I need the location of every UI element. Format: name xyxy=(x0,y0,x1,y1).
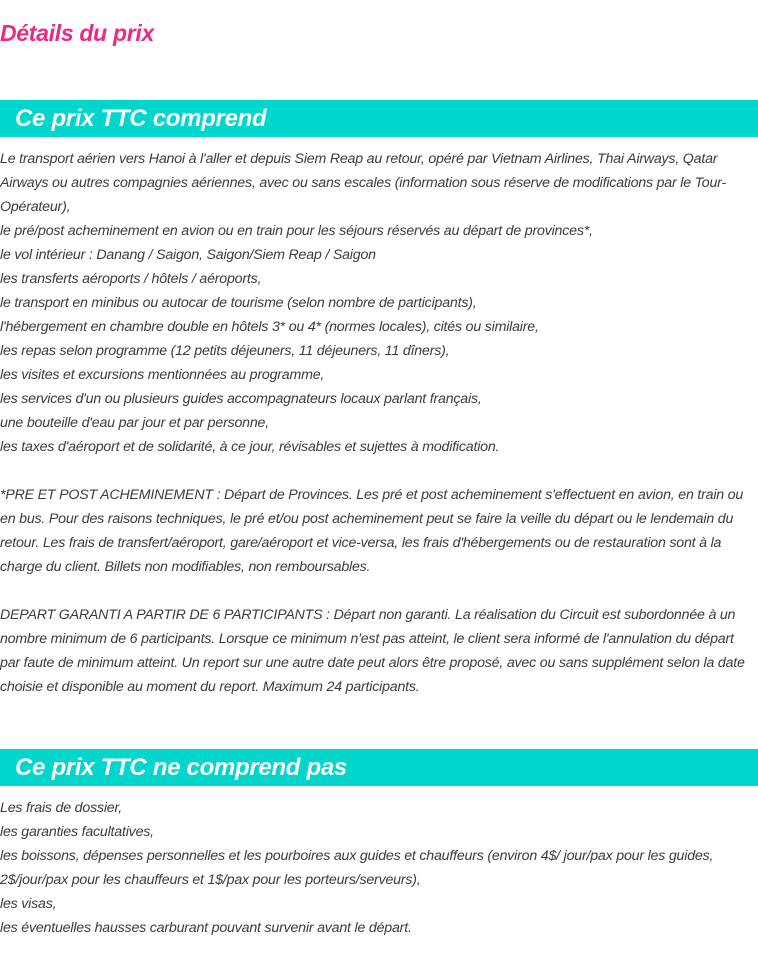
includes-item: l'hébergement en chambre double en hôtels 3* ou 4* (normes locales), cités ou similaire, xyxy=(0,319,539,335)
excludes-item: les boissons, dépenses personnelles et les pourboires aux guides et chauffeurs (environ 4$/ jour/pax pour les guides, 2$/jour/pax pour les chauffeurs et 1$/pax pour les porteurs/serveurs), xyxy=(0,848,714,888)
includes-item: le vol intérieur : Danang / Saigon, Saigon/Siem Reap / Saigon xyxy=(0,247,376,263)
includes-item: Le transport aérien vers Hanoi à l'aller et depuis Siem Reap au retour, opéré par Vietnam Airlines, Thai Airways, Qatar Airways ou autres compagnies aériennes, avec ou sans escales (information sous réserve de modifications par le Tour-Opérateur), xyxy=(0,151,726,215)
includes-item: les visites et excursions mentionnées au programme, xyxy=(0,367,325,383)
includes-item: les services d'un ou plusieurs guides accompagnateurs locaux parlant français, xyxy=(0,391,482,407)
excludes-item: Les frais de dossier, xyxy=(0,800,122,816)
excludes-item: les visas, xyxy=(0,896,57,912)
excludes-item: les garanties facultatives, xyxy=(0,824,154,840)
page-title: Détails du prix xyxy=(0,20,154,46)
excludes-list xyxy=(0,796,756,940)
includes-item: les taxes d'aéroport et de solidarité, à ce jour, révisables et sujettes à modification. xyxy=(0,439,500,455)
includes-list xyxy=(0,147,756,459)
depart-garanti-note xyxy=(0,603,756,699)
includes-item: le pré/post acheminement en avion ou en train pour les séjours réservés au départ de provinces*, xyxy=(0,223,593,239)
excludes-item: les éventuelles hausses carburant pouvant survenir avant le départ. xyxy=(0,920,412,936)
preacheminement-note-text: *PRE ET POST ACHEMINEMENT : Départ de Provinces. Les pré et post acheminement s'effectuent en avion, en train ou en bus. Pour des raisons techniques, le pré et/ou post acheminement peut se faire la veille du départ ou le lendemain du retour. Les frais de transfert/aéroport, gare/aéroport et vice-versa, les frais d'hébergements ou de restauration sont à la charge du client. Billets non modifiables, non remboursables. xyxy=(0,487,744,575)
includes-item: les transferts aéroports / hôtels / aéroports, xyxy=(0,271,262,287)
excludes-heading: Ce prix TTC ne comprend pas xyxy=(0,749,758,786)
depart-garanti-note-text: DEPART GARANTI A PARTIR DE 6 PARTICIPANTS : Départ non garanti. La réalisation du Circuit est subordonnée à un nombre minimum de 6 participants. Lorsque ce minimum n'est pas atteint, le client sera informé de l'annulation du départ par faute de minimum atteint. Un report sur une autre date peut alors être proposé, avec ou sans supplément selon la date choisie et disponible au moment du report. Maximum 24 participants. xyxy=(0,607,745,695)
includes-item: le transport en minibus ou autocar de tourisme (selon nombre de participants), xyxy=(0,295,477,311)
includes-item: une bouteille d'eau par jour et par personne, xyxy=(0,415,269,431)
preacheminement-note xyxy=(0,483,756,579)
includes-heading: Ce prix TTC comprend xyxy=(0,100,758,137)
includes-item: les repas selon programme (12 petits déjeuners, 11 déjeuners, 11 dîners), xyxy=(0,343,450,359)
